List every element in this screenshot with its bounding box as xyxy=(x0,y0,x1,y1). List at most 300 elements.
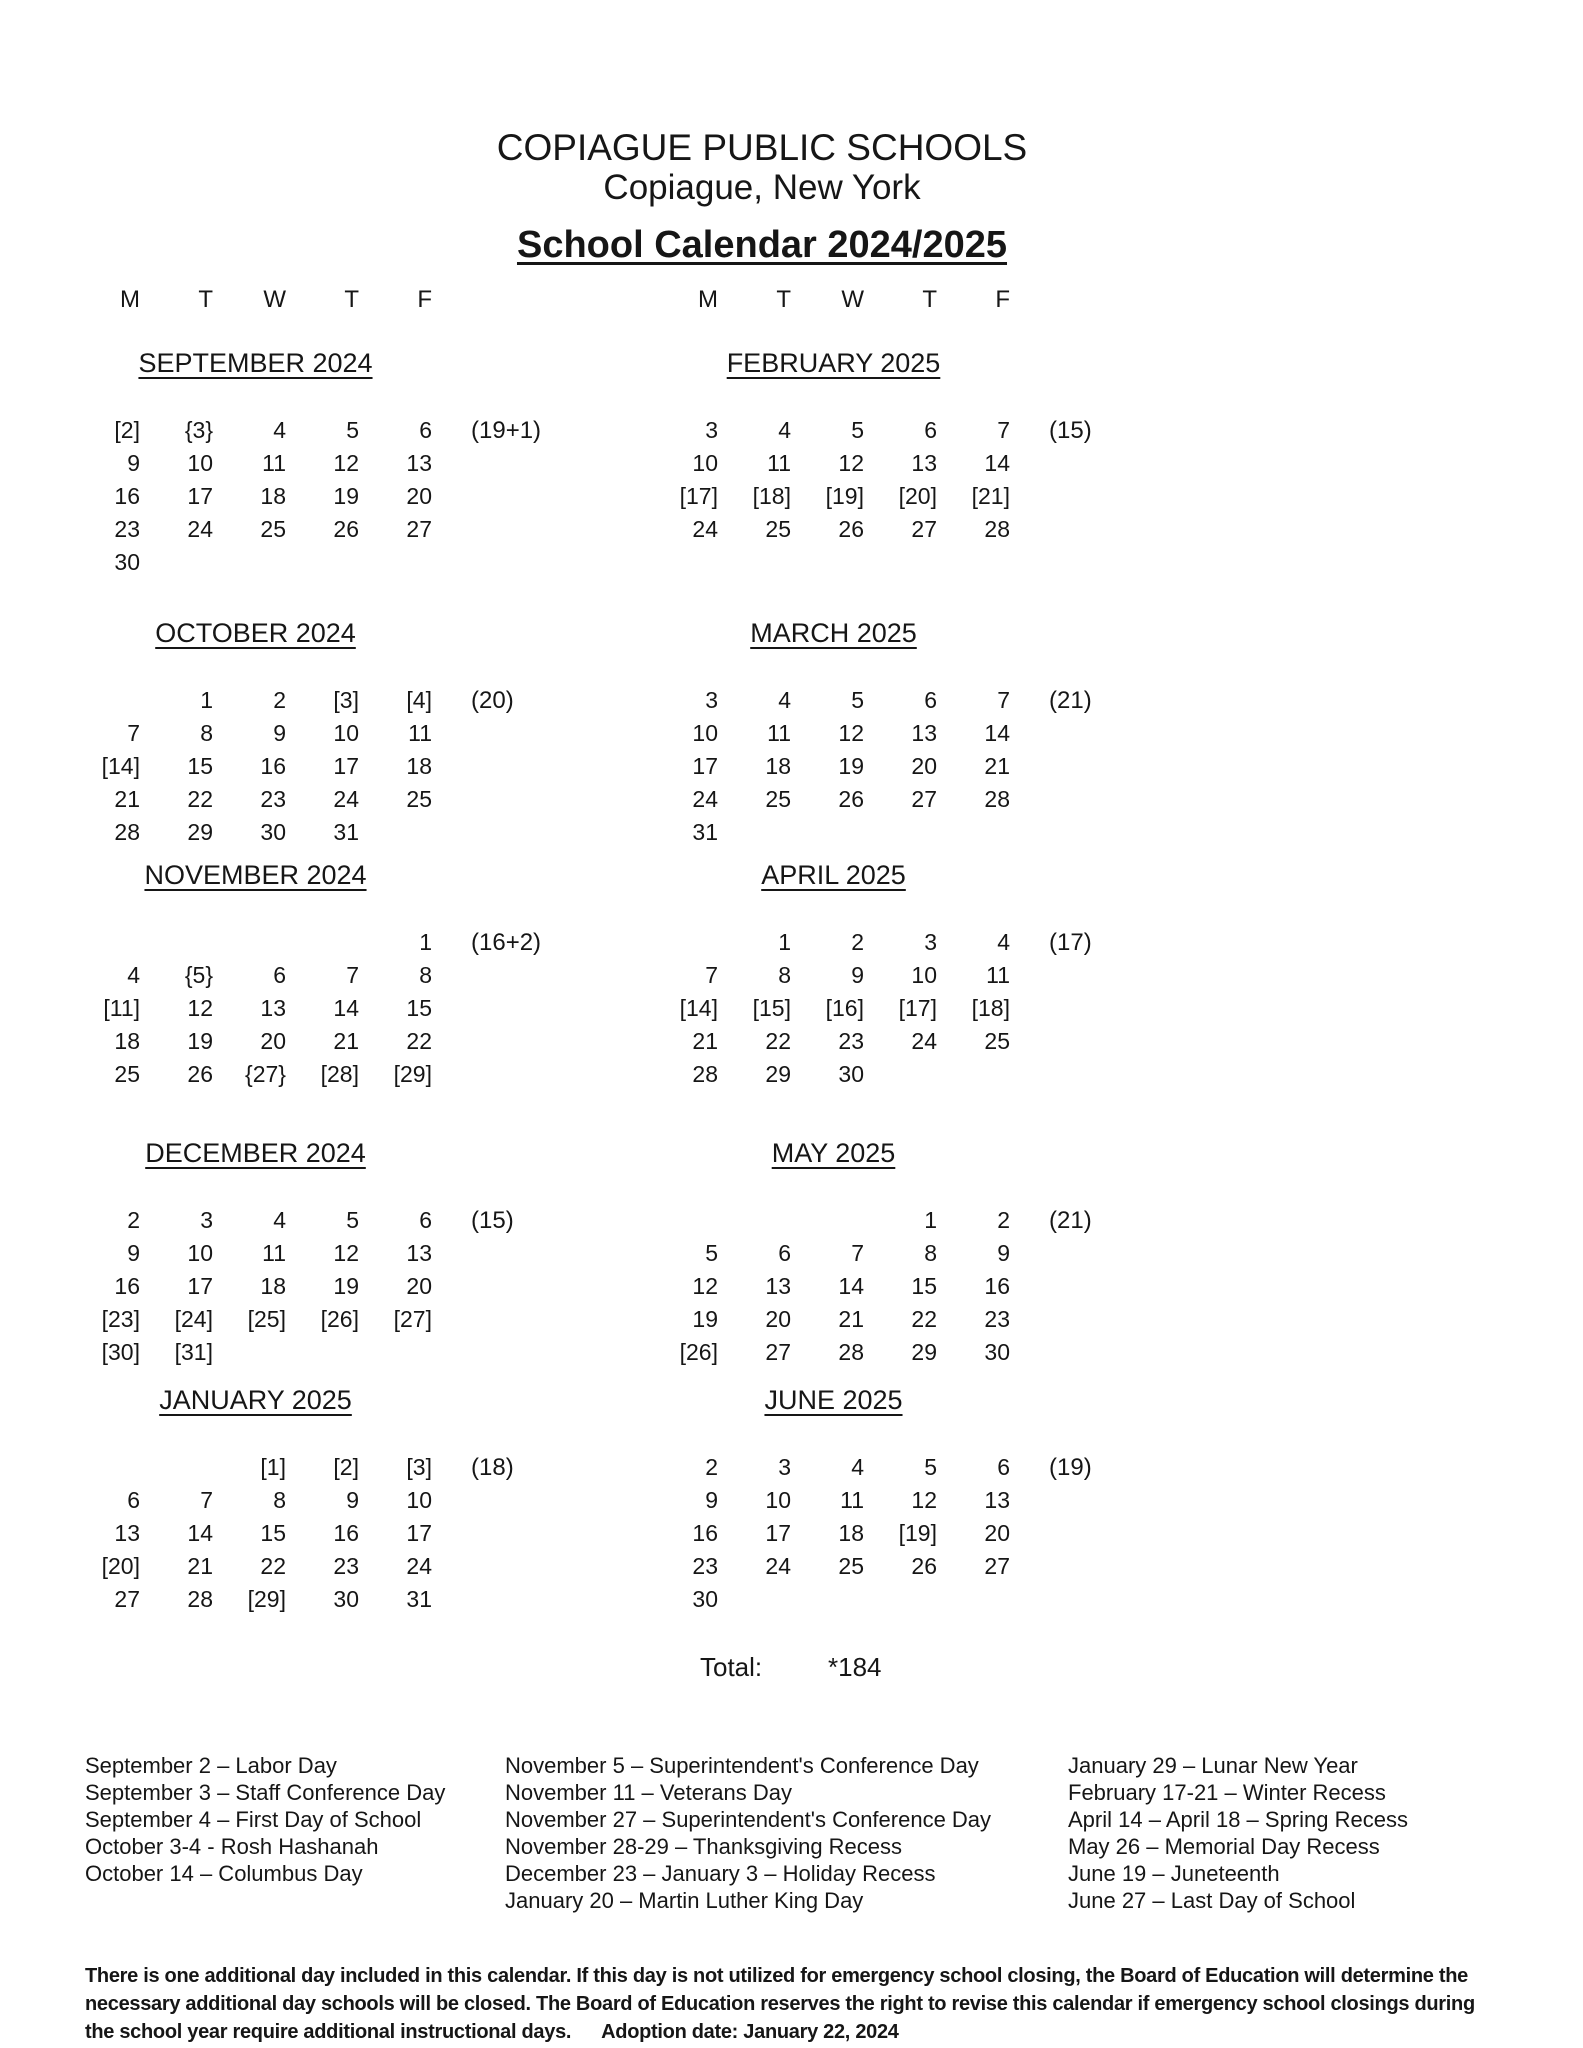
calendar-week-row xyxy=(73,1058,438,1091)
calendar-grid xyxy=(73,414,438,579)
weekday-label: F xyxy=(417,286,432,313)
day-cell: 17 xyxy=(187,1273,213,1299)
day-cell: [1] xyxy=(260,1454,286,1480)
calendar-week-row xyxy=(73,1484,438,1517)
month-title-text: MARCH 2025 xyxy=(750,618,917,648)
day-cell: 26 xyxy=(333,516,359,542)
day-cell: 21 xyxy=(187,1553,213,1579)
calendar-week-row xyxy=(651,1517,1016,1550)
day-cell: 12 xyxy=(838,450,864,476)
legend-item: February 17-21 – Winter Recess xyxy=(1068,1780,1386,1805)
calendar-week-row xyxy=(651,1583,1016,1616)
day-cell: 1 xyxy=(200,687,213,713)
calendar-week-row xyxy=(651,1025,1016,1058)
day-cell: 8 xyxy=(419,962,432,988)
calendar-week-row xyxy=(651,783,1016,816)
month-block xyxy=(651,860,1191,1087)
month-title xyxy=(73,1385,438,1415)
day-cell: 7 xyxy=(200,1487,213,1513)
day-cell: 29 xyxy=(765,1061,791,1087)
day-cell: 10 xyxy=(692,450,718,476)
month-block xyxy=(651,348,1191,542)
calendar-grid xyxy=(651,1204,1016,1369)
day-cell: 4 xyxy=(997,929,1010,955)
day-cell: 9 xyxy=(127,450,140,476)
day-cell: 27 xyxy=(406,516,432,542)
day-cell: 21 xyxy=(838,1306,864,1332)
day-cell: 12 xyxy=(333,1240,359,1266)
month-title xyxy=(73,618,438,648)
day-cell: 10 xyxy=(187,1240,213,1266)
day-cell: 2 xyxy=(273,687,286,713)
day-cell: 13 xyxy=(260,995,286,1021)
day-cell: 11 xyxy=(986,962,1010,988)
day-cell: 8 xyxy=(200,720,213,746)
day-cell: 22 xyxy=(911,1306,937,1332)
legend-item: June 19 – Juneteenth xyxy=(1068,1861,1280,1886)
day-cell: 28 xyxy=(692,1061,718,1087)
attendance-days-count: (19) xyxy=(1049,1454,1092,1481)
weekday-label: T xyxy=(776,286,791,313)
calendar-grid xyxy=(651,684,1016,849)
calendar-week-row xyxy=(73,750,438,783)
day-cell: 20 xyxy=(260,1028,286,1054)
day-cell: [17] xyxy=(898,995,937,1021)
month-title-text: DECEMBER 2024 xyxy=(145,1138,366,1168)
day-cell: [2] xyxy=(333,1454,359,1480)
day-cell xyxy=(292,546,365,579)
day-cell: 10 xyxy=(187,450,213,476)
day-cell: 26 xyxy=(187,1061,213,1087)
day-cell: [20] xyxy=(101,1553,140,1579)
legend-column-3 xyxy=(1068,1752,1408,1914)
calendar-week-row xyxy=(73,926,438,959)
day-cell: [14] xyxy=(679,995,718,1021)
day-cell xyxy=(870,1583,943,1616)
calendar-week-row xyxy=(651,1336,1016,1369)
day-cell: 13 xyxy=(406,450,432,476)
day-cell: 10 xyxy=(692,720,718,746)
day-cell: {3} xyxy=(184,417,213,443)
day-cell: 12 xyxy=(838,720,864,746)
legend-item: May 26 – Memorial Day Recess xyxy=(1068,1834,1380,1859)
day-cell: 30 xyxy=(333,1586,359,1612)
day-cell: 6 xyxy=(778,1240,791,1266)
day-cell xyxy=(219,1336,292,1369)
day-cell: 19 xyxy=(838,753,864,779)
day-cell: 3 xyxy=(200,1207,213,1233)
month-block xyxy=(651,1385,1191,1612)
day-cell: 10 xyxy=(765,1487,791,1513)
calendar-grid xyxy=(73,926,438,1091)
legend-item: November 11 – Veterans Day xyxy=(505,1780,792,1805)
day-cell: 27 xyxy=(114,1586,140,1612)
calendar-week-row xyxy=(73,1517,438,1550)
day-cell: 22 xyxy=(187,786,213,812)
calendar-title-text: School Calendar 2024/2025 xyxy=(516,224,1008,266)
weekday-label: W xyxy=(841,286,864,313)
day-cell: 25 xyxy=(765,786,791,812)
legend-item: September 2 – Labor Day xyxy=(85,1753,337,1778)
calendar-week-row xyxy=(651,1303,1016,1336)
day-cell: [20] xyxy=(898,483,937,509)
footer-line: necessary additional day schools will be closed. The Board of Education reserves the right to revise this calendar if emergency school closings during xyxy=(85,1993,1475,2015)
day-cell: 29 xyxy=(911,1339,937,1365)
day-cell: 18 xyxy=(260,1273,286,1299)
day-cell: 11 xyxy=(408,720,432,746)
month-title xyxy=(651,348,1016,378)
day-cell: 1 xyxy=(924,1207,937,1233)
day-cell: [16] xyxy=(825,995,864,1021)
day-cell: 21 xyxy=(114,786,140,812)
day-cell: 24 xyxy=(911,1028,937,1054)
calendar-week-row xyxy=(73,816,438,849)
day-cell: 14 xyxy=(333,995,359,1021)
day-cell: 17 xyxy=(406,1520,432,1546)
day-cell: 6 xyxy=(273,962,286,988)
total-value: *184 xyxy=(828,1652,882,1682)
day-cell: [26] xyxy=(679,1339,718,1365)
calendar-grid xyxy=(73,684,438,849)
day-cell xyxy=(146,546,219,579)
calendar-week-row xyxy=(651,1204,1016,1237)
day-cell: 23 xyxy=(114,516,140,542)
day-cell: 15 xyxy=(260,1520,286,1546)
day-cell: 30 xyxy=(114,549,140,575)
day-cell: 16 xyxy=(984,1273,1010,1299)
legend-item: April 14 – April 18 – Spring Recess xyxy=(1068,1807,1408,1832)
day-cell: 3 xyxy=(705,417,718,443)
day-cell: 18 xyxy=(838,1520,864,1546)
legend-item: November 27 – Superintendent's Conference Day xyxy=(505,1807,992,1832)
day-cell: 8 xyxy=(924,1240,937,1266)
day-cell xyxy=(365,546,438,579)
day-cell: 9 xyxy=(273,720,286,746)
calendar-week-row xyxy=(73,1270,438,1303)
weekday-label: T xyxy=(198,286,213,313)
day-cell: 4 xyxy=(778,417,791,443)
day-cell: 14 xyxy=(187,1520,213,1546)
day-cell: 18 xyxy=(406,753,432,779)
month-title-text: JUNE 2025 xyxy=(764,1385,903,1415)
day-cell: 18 xyxy=(260,483,286,509)
day-cell: [3] xyxy=(406,1454,432,1480)
day-cell: 9 xyxy=(997,1240,1010,1266)
day-cell xyxy=(365,816,438,849)
day-cell: 12 xyxy=(911,1487,937,1513)
day-cell: 30 xyxy=(984,1339,1010,1365)
day-cell: 1 xyxy=(419,929,432,955)
weekday-label: M xyxy=(120,286,140,313)
calendar-grid xyxy=(73,1204,438,1369)
day-cell: 30 xyxy=(260,819,286,845)
day-cell: 6 xyxy=(419,417,432,443)
day-cell xyxy=(292,1336,365,1369)
day-cell: [3] xyxy=(333,687,359,713)
day-cell: 20 xyxy=(406,1273,432,1299)
day-cell: [29] xyxy=(247,1586,286,1612)
month-title xyxy=(651,618,1016,648)
day-cell: 13 xyxy=(911,720,937,746)
day-cell: 22 xyxy=(765,1028,791,1054)
day-cell xyxy=(292,926,365,959)
day-cell: 5 xyxy=(924,1454,937,1480)
month-title xyxy=(651,1385,1016,1415)
day-cell xyxy=(73,684,146,717)
day-cell: 5 xyxy=(705,1240,718,1266)
day-cell: 4 xyxy=(851,1454,864,1480)
day-cell: 15 xyxy=(406,995,432,1021)
day-cell: 16 xyxy=(260,753,286,779)
day-cell: 23 xyxy=(692,1553,718,1579)
day-cell: 2 xyxy=(997,1207,1010,1233)
footer-line: There is one additional day included in this calendar. If this day is not utilized for emergency school closing, the Board of Education will determine the xyxy=(85,1965,1468,1987)
day-cell: 21 xyxy=(692,1028,718,1054)
calendar-grid xyxy=(651,414,1016,546)
legend-column-2 xyxy=(505,1752,991,1914)
adoption-date: Adoption date: January 22, 2024 xyxy=(601,2021,899,2043)
day-cell: 2 xyxy=(127,1207,140,1233)
month-block xyxy=(73,618,613,845)
calendar-week-row xyxy=(73,1025,438,1058)
day-cell: 24 xyxy=(692,516,718,542)
calendar-week-row xyxy=(651,816,1016,849)
calendar-week-row xyxy=(73,684,438,717)
day-cell: 5 xyxy=(851,687,864,713)
attendance-days-count: (16+2) xyxy=(471,929,542,956)
day-cell: 6 xyxy=(419,1207,432,1233)
day-cell: 8 xyxy=(778,962,791,988)
day-cell: 13 xyxy=(406,1240,432,1266)
calendar-week-row xyxy=(73,1204,438,1237)
month-block xyxy=(73,860,613,1087)
day-cell: 23 xyxy=(260,786,286,812)
month-block xyxy=(73,1138,613,1365)
day-cell xyxy=(365,1336,438,1369)
day-cell: 31 xyxy=(333,819,359,845)
day-cell: 18 xyxy=(765,753,791,779)
day-cell: 13 xyxy=(911,450,937,476)
day-cell: 27 xyxy=(911,516,937,542)
attendance-days-count: (20) xyxy=(471,687,514,714)
day-cell: 4 xyxy=(273,1207,286,1233)
day-cell: 23 xyxy=(984,1306,1010,1332)
attendance-days-count: (19+1) xyxy=(471,417,542,444)
day-cell: 8 xyxy=(273,1487,286,1513)
attendance-days-count: (17) xyxy=(1049,929,1092,956)
day-cell: 13 xyxy=(114,1520,140,1546)
day-cell: 16 xyxy=(114,1273,140,1299)
day-cell xyxy=(651,1204,724,1237)
month-title xyxy=(651,860,1016,890)
day-cell: 6 xyxy=(924,417,937,443)
day-cell: [11] xyxy=(103,995,140,1021)
calendar-week-row xyxy=(73,1303,438,1336)
calendar-week-row xyxy=(651,1237,1016,1270)
day-cell: 28 xyxy=(187,1586,213,1612)
day-cell: 17 xyxy=(187,483,213,509)
day-cell: 16 xyxy=(114,483,140,509)
legend-item: November 5 – Superintendent's Conference Day xyxy=(505,1753,979,1778)
day-cell xyxy=(73,1451,146,1484)
day-cell: 12 xyxy=(692,1273,718,1299)
day-cell: 14 xyxy=(984,720,1010,746)
calendar-week-row xyxy=(651,684,1016,717)
day-cell: 11 xyxy=(840,1487,864,1513)
day-cell: 25 xyxy=(984,1028,1010,1054)
calendar-week-row xyxy=(73,1237,438,1270)
calendar-week-row xyxy=(73,1336,438,1369)
calendar-week-row xyxy=(651,447,1016,480)
day-cell xyxy=(797,1204,870,1237)
day-cell xyxy=(724,1204,797,1237)
month-title-text: NOVEMBER 2024 xyxy=(144,860,367,890)
day-cell: [31] xyxy=(174,1339,213,1365)
day-cell xyxy=(73,926,146,959)
day-cell: [15] xyxy=(752,995,791,1021)
day-cell: 11 xyxy=(767,450,791,476)
day-cell: 12 xyxy=(187,995,213,1021)
calendar-week-row xyxy=(73,717,438,750)
month-title-text: OCTOBER 2024 xyxy=(155,618,356,648)
month-title-text: JANUARY 2025 xyxy=(159,1385,352,1415)
calendar-week-row xyxy=(651,1058,1016,1091)
day-cell: 16 xyxy=(333,1520,359,1546)
day-cell: 28 xyxy=(114,819,140,845)
day-cell: 17 xyxy=(692,753,718,779)
day-cell: {5} xyxy=(184,962,213,988)
day-cell xyxy=(797,816,870,849)
day-cell: 9 xyxy=(851,962,864,988)
day-cell: 18 xyxy=(114,1028,140,1054)
legend-column-1 xyxy=(85,1752,445,1887)
day-cell: 29 xyxy=(187,819,213,845)
month-title xyxy=(73,860,438,890)
day-cell: 3 xyxy=(705,687,718,713)
month-title-text: APRIL 2025 xyxy=(761,860,906,890)
calendar-grid xyxy=(651,926,1016,1091)
day-cell: 6 xyxy=(127,1487,140,1513)
legend-item: January 20 – Martin Luther King Day xyxy=(505,1888,864,1913)
day-cell: 28 xyxy=(984,786,1010,812)
day-cell xyxy=(943,1583,1016,1616)
day-cell xyxy=(651,926,724,959)
calendar-grid xyxy=(651,1451,1016,1616)
day-cell: 31 xyxy=(692,819,718,845)
month-block xyxy=(651,618,1191,845)
day-cell: [14] xyxy=(101,753,140,779)
day-cell: [26] xyxy=(320,1306,359,1332)
legend-item: June 27 – Last Day of School xyxy=(1068,1888,1356,1913)
calendar-week-row xyxy=(73,1451,438,1484)
day-cell: 27 xyxy=(911,786,937,812)
day-cell xyxy=(724,816,797,849)
day-cell xyxy=(219,926,292,959)
calendar-week-row xyxy=(651,959,1016,992)
calendar-week-row xyxy=(651,1451,1016,1484)
calendar-title xyxy=(0,224,1524,266)
footer-note xyxy=(85,1962,1475,2046)
day-cell: 7 xyxy=(997,687,1010,713)
day-cell xyxy=(797,1583,870,1616)
day-cell: 30 xyxy=(692,1586,718,1612)
calendar-week-row xyxy=(651,992,1016,1025)
day-cell xyxy=(943,816,1016,849)
day-cell: 2 xyxy=(851,929,864,955)
calendar-week-row xyxy=(651,414,1016,447)
calendar-week-row xyxy=(73,480,438,513)
weekday-label: W xyxy=(263,286,286,313)
day-cell: [2] xyxy=(114,417,140,443)
day-cell: 11 xyxy=(767,720,791,746)
day-cell: 20 xyxy=(911,753,937,779)
day-cell: [28] xyxy=(320,1061,359,1087)
month-block xyxy=(651,1138,1191,1365)
day-cell: 2 xyxy=(705,1454,718,1480)
day-cell: 9 xyxy=(705,1487,718,1513)
day-cell: 24 xyxy=(187,516,213,542)
day-cell: 28 xyxy=(838,1339,864,1365)
day-cell: [25] xyxy=(247,1306,286,1332)
school-location: Copiague, New York xyxy=(603,168,921,207)
legend-item: December 23 – January 3 – Holiday Recess xyxy=(505,1861,936,1886)
day-cell xyxy=(870,1058,943,1091)
attendance-days-count: (18) xyxy=(471,1454,514,1481)
calendar-week-row xyxy=(651,1270,1016,1303)
weekday-label: T xyxy=(922,286,937,313)
day-cell: {27} xyxy=(245,1061,286,1087)
day-cell: [24] xyxy=(174,1306,213,1332)
day-cell: 26 xyxy=(838,516,864,542)
day-cell: 1 xyxy=(778,929,791,955)
calendar-week-row xyxy=(651,926,1016,959)
day-cell: 19 xyxy=(187,1028,213,1054)
legend-item: November 28-29 – Thanksgiving Recess xyxy=(505,1834,903,1859)
day-cell: 4 xyxy=(778,687,791,713)
school-name: COPIAGUE PUBLIC SCHOOLS xyxy=(496,127,1028,168)
attendance-days-count: (21) xyxy=(1049,687,1092,714)
day-cell: 4 xyxy=(273,417,286,443)
day-cell: 3 xyxy=(924,929,937,955)
day-cell: 26 xyxy=(838,786,864,812)
weekday-label: T xyxy=(344,286,359,313)
calendar-week-row xyxy=(73,1550,438,1583)
day-cell: 20 xyxy=(984,1520,1010,1546)
calendar-week-row xyxy=(651,1484,1016,1517)
calendar-week-row xyxy=(651,717,1016,750)
attendance-days-count: (21) xyxy=(1049,1207,1092,1234)
day-cell: 19 xyxy=(333,1273,359,1299)
day-cell: 25 xyxy=(406,786,432,812)
day-cell: 9 xyxy=(346,1487,359,1513)
month-title-text: MAY 2025 xyxy=(771,1138,896,1168)
day-cell: [4] xyxy=(406,687,432,713)
day-cell: 9 xyxy=(127,1240,140,1266)
day-cell: [18] xyxy=(971,995,1010,1021)
day-cell: 25 xyxy=(838,1553,864,1579)
month-block xyxy=(73,348,613,575)
day-cell: 16 xyxy=(692,1520,718,1546)
day-cell: 14 xyxy=(984,450,1010,476)
month-title xyxy=(73,1138,438,1168)
day-cell: 13 xyxy=(984,1487,1010,1513)
day-cell: [23] xyxy=(101,1306,140,1332)
day-cell: 19 xyxy=(692,1306,718,1332)
day-cell: 11 xyxy=(262,1240,286,1266)
day-cell xyxy=(870,816,943,849)
day-cell: 19 xyxy=(333,483,359,509)
day-cell: 5 xyxy=(346,1207,359,1233)
